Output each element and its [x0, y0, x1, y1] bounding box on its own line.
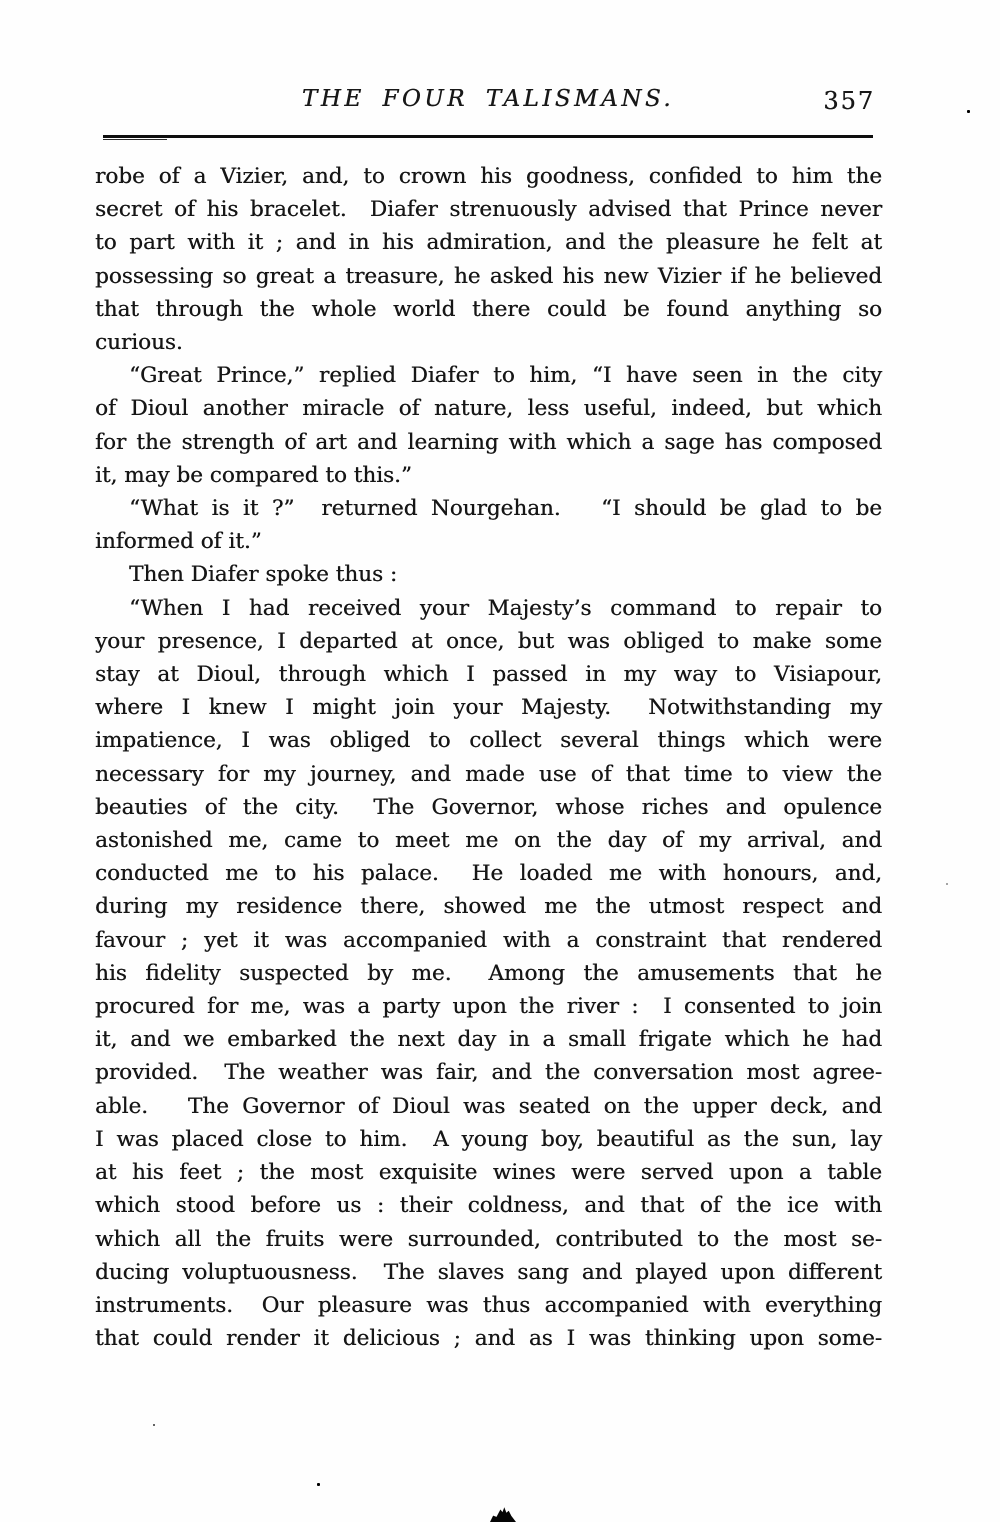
speck-artifact-4 — [946, 883, 948, 885]
text-line: “When I had received your Majesty’s command to repair to — [129, 595, 882, 621]
text-line: able. The Governor of Dioul was seated on the upper deck, and — [95, 1093, 882, 1119]
ink-blot-artifact — [490, 1506, 516, 1522]
text-line: it, and we embarked the next day in a small frigate which he had — [95, 1027, 882, 1053]
text-line: it, may be compared to this.” — [95, 462, 412, 488]
text-line: which all the fruits were surrounded, contributed to the most se- — [95, 1226, 882, 1252]
speck-artifact-1 — [967, 110, 970, 113]
text-block — [95, 160, 882, 1355]
text-line: during my residence there, showed me the utmost respect and — [95, 894, 882, 920]
text-line: favour ; yet it was accompanied with a constraint that rendered — [95, 927, 882, 953]
text-line: curious. — [95, 330, 183, 356]
text-line: “Great Prince,” replied Diafer to him, “I have seen in the city — [129, 363, 882, 389]
text-line: instruments. Our pleasure was thus accompanied with everything — [95, 1292, 882, 1318]
text-line: at his feet ; the most exquisite wines were served upon a table — [95, 1160, 882, 1186]
text-line: which stood before us : their coldness, and that of the ice with — [95, 1193, 882, 1219]
text-line: informed of it.” — [95, 529, 262, 555]
text-line: Then Diafer spoke thus : — [129, 562, 398, 588]
running-head — [103, 86, 873, 122]
text-line: necessary for my journey, and made use of that time to view the — [95, 761, 882, 787]
text-line: beauties of the city. The Governor, whose riches and opulence — [95, 794, 882, 820]
text-line: possessing so great a treasure, he asked his new Vizier if he believed — [95, 263, 882, 289]
text-line: “What is it ?” returned Nourgehan. “I should be glad to be — [129, 496, 882, 522]
running-head-title: THE FOUR TALISMANS. — [301, 86, 675, 112]
text-line: to part with it ; and in his admiration, and the pleasure he felt at — [95, 230, 882, 256]
text-line: secret of his bracelet. Diafer strenuously advised that Prince never — [95, 197, 882, 223]
text-line: that through the whole world there could be found anything so — [95, 296, 882, 322]
text-line: ducing voluptuousness. The slaves sang and played upon different — [95, 1259, 882, 1285]
text-line: his fidelity suspected by me. Among the amusements that he — [95, 960, 882, 986]
text-line: provided. The weather was fair, and the conversation most agree- — [95, 1060, 882, 1086]
text-line: impatience, I was obliged to collect several things which were — [95, 728, 882, 754]
text-line: your presence, I departed at once, but was obliged to make some — [95, 628, 882, 654]
header-rule — [103, 135, 873, 138]
page-number: 357 — [823, 87, 875, 115]
text-line: procured for me, was a party upon the river : I consented to join — [95, 994, 882, 1020]
text-line: robe of a Vizier, and, to crown his goodness, confided to him the — [95, 164, 882, 189]
text-line: astonished me, came to meet me on the day of my arrival, and — [95, 828, 882, 854]
speck-artifact-2 — [153, 1424, 155, 1426]
text-line: conducted me to his palace. He loaded me with honours, and, — [95, 861, 882, 887]
text-line: of Dioul another miracle of nature, less useful, indeed, but which — [95, 396, 882, 422]
speck-artifact-3 — [317, 1483, 320, 1486]
text-line: for the strength of art and learning with which a sage has composed — [95, 429, 882, 455]
text-line: where I knew I might join your Majesty. Notwithstanding my — [95, 695, 882, 721]
text-line: stay at Dioul, through which I passed in my way to Visiapour, — [95, 662, 882, 688]
text-line: that could render it delicious ; and as I was thinking upon some- — [95, 1326, 882, 1352]
text-line: I was placed close to him. A young boy, beautiful as the sun, lay — [95, 1126, 882, 1152]
